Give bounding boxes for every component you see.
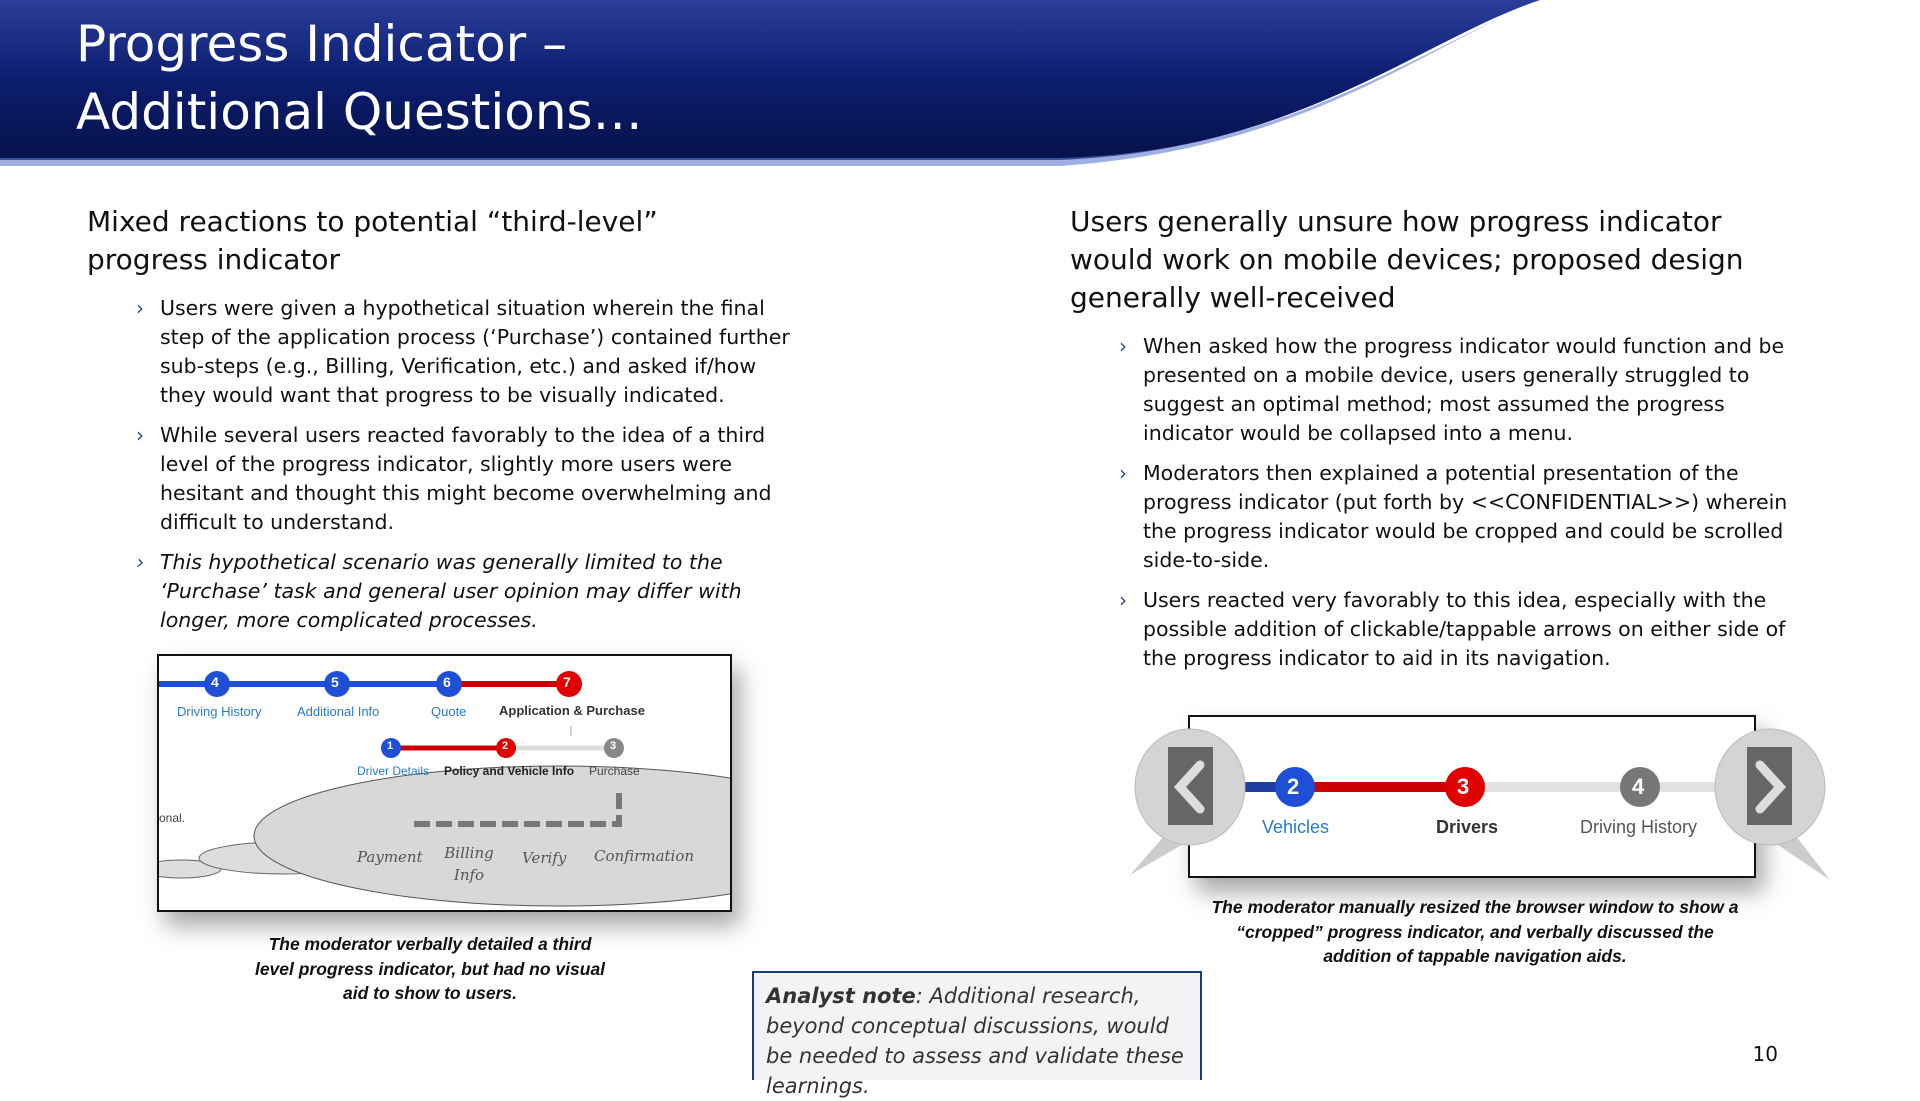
- substep-number: 2: [502, 740, 509, 752]
- title-line-2: Additional Questions…: [76, 83, 643, 141]
- bullet-chevron-icon: ›: [1119, 588, 1127, 612]
- step-label: Application & Purchase: [499, 703, 645, 718]
- substep-label: Purchase: [589, 764, 640, 778]
- bullet-chevron-icon: ›: [1119, 461, 1127, 485]
- substep-number: 1: [387, 740, 394, 752]
- right-heading: Users generally unsure how progress indicator would work on mobile devices; proposed design generally well-received: [1070, 205, 1744, 314]
- list-item: [136, 294, 800, 410]
- left-caption: The moderator verbally detailed a third level progress indicator, but had no visual aid to show to users.: [254, 934, 606, 1003]
- step-number: 3: [1457, 774, 1470, 799]
- note-label: Analyst note: [766, 984, 916, 1008]
- mockup-labels: [159, 656, 732, 912]
- bullet-text: Users were given a hypothetical situation wherein the final step of the application process (‘Purchase’) contained further sub-steps (e.g., Billing, Verification, etc.) and asked if/how they would want that progress to be visually indicated.: [160, 296, 790, 407]
- note-text: : Additional research, beyond conceptual discussions, would be needed to assess and validate these learnings.: [766, 984, 1184, 1098]
- step-label: Drivers: [1436, 817, 1499, 837]
- step-label: Driving History: [1580, 817, 1698, 837]
- step-label: Driving History: [177, 704, 262, 719]
- substep-label: Policy and Vehicle Info: [444, 764, 575, 778]
- slide-title: [76, 10, 643, 146]
- substep-label: Driver Details: [357, 764, 430, 778]
- right-bullets: [1119, 332, 1793, 684]
- mobile-mockup: [1188, 715, 1756, 878]
- bullet-chevron-icon: ›: [1119, 334, 1127, 358]
- list-item: [1119, 459, 1793, 575]
- third-level-label: Payment: [357, 848, 423, 866]
- title-line-1: Progress Indicator –: [76, 15, 568, 73]
- step-number: 2: [1287, 774, 1300, 799]
- bullet-text: Users reacted very favorably to this idea, especially with the possible addition of clickable/tappable arrows on either side of the progress indicator to aid in its navigation.: [1143, 588, 1786, 670]
- bullet-text: This hypothetical scenario was generally limited to the ‘Purchase’ task and general user opinion may differ with longer, more complicated processes.: [160, 550, 742, 632]
- page-number: 10: [1752, 1042, 1778, 1066]
- bullet-text: While several users reacted favorably to the idea of a third level of the progress indicator, slightly more users were hesitant and thought this might become overwhelming and difficult to understand.: [160, 423, 772, 534]
- step-number: 6: [443, 674, 451, 690]
- list-item: [1119, 586, 1793, 673]
- step-label: Quote: [431, 704, 467, 719]
- analyst-note: [752, 971, 1202, 1098]
- bullet-text: Moderators then explained a potential presentation of the progress indicator (put forth by <<CONFIDENTIAL>>) wherein the progress indicator would be cropped and could be scrolled side-to-side.: [1143, 461, 1788, 572]
- list-item: [136, 421, 800, 537]
- scroll-right-button[interactable]: [1705, 725, 1835, 885]
- third-level-label: Confirmation: [594, 847, 695, 865]
- third-level-mockup: [157, 654, 732, 912]
- bullet-chevron-icon: ›: [136, 296, 144, 320]
- third-level-label: Verify: [522, 849, 567, 867]
- cropped-text: onal.: [159, 811, 186, 825]
- third-level-label: Billing Info: [444, 844, 494, 884]
- right-caption: The moderator manually resized the browser window to show a “cropped” progress indicator, and verbally discussed the addition of tappable navigation aids.: [1211, 897, 1739, 966]
- left-heading: Mixed reactions to potential “third-level” progress indicator: [87, 205, 658, 276]
- list-item: [136, 548, 800, 635]
- mobile-progress-graphic: [1190, 717, 1758, 880]
- step-label: Vehicles: [1262, 817, 1330, 837]
- bullet-chevron-icon: ›: [136, 550, 144, 574]
- step-number: 5: [331, 674, 339, 690]
- scroll-left-button[interactable]: [1125, 725, 1255, 885]
- left-bullets: [136, 294, 800, 646]
- bullet-chevron-icon: ›: [136, 423, 144, 447]
- step-label: Additional Info: [297, 704, 380, 719]
- list-item: [1119, 332, 1793, 448]
- step-number: 4: [211, 674, 219, 690]
- step-number: 7: [563, 674, 571, 690]
- bullet-text: When asked how the progress indicator would function and be presented on a mobile device, users generally struggled to suggest an optimal method; most assumed the progress indicator would be collapsed into a menu.: [1143, 334, 1785, 445]
- substep-number: 3: [610, 740, 617, 752]
- step-number: 4: [1632, 774, 1645, 799]
